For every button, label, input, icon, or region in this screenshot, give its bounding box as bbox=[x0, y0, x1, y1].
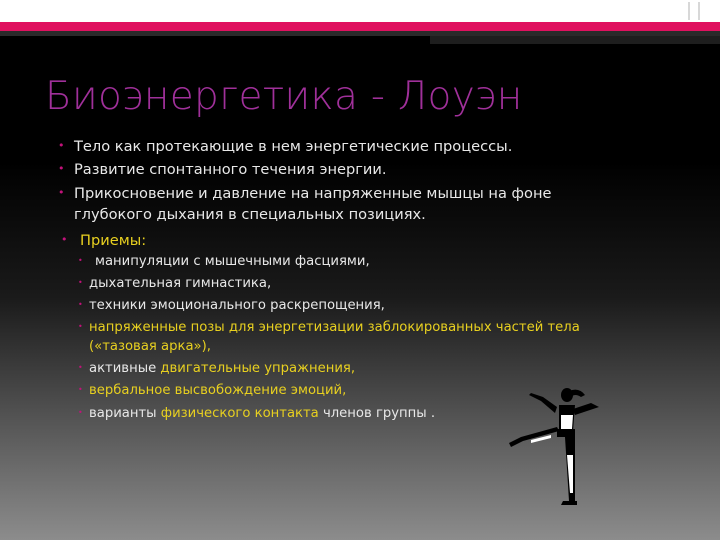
technique-text: техники эмоционального раскрепощения, bbox=[89, 298, 385, 313]
bullet-dot: • bbox=[78, 278, 83, 287]
bullet-dot: • bbox=[78, 363, 83, 372]
bullet-dot: • bbox=[58, 162, 65, 175]
bullet-text: Развитие спонтанного течения энергии. bbox=[74, 161, 387, 178]
bullet-text-continuation: глубокого дыхания в специальных позициях. bbox=[74, 206, 426, 223]
technique-text: членов группы . bbox=[318, 406, 436, 421]
technique-text: напряженные позы для энергетизации заблокированных частей тела bbox=[89, 320, 580, 335]
techniques-header bbox=[61, 232, 147, 249]
technique-text: варианты bbox=[89, 406, 161, 421]
bullet-text: Тело как протекающие в нем энергетические процессы. bbox=[74, 138, 513, 155]
slide-title: Биоэнергетика - Лоуэн bbox=[45, 74, 523, 119]
technique-text-continuation: («тазовая арка»), bbox=[89, 339, 211, 354]
bullet-text: Прикосновение и давление на напряженные мышцы на фоне bbox=[74, 185, 552, 202]
technique-item bbox=[78, 383, 347, 398]
bullet-dot: • bbox=[58, 139, 65, 152]
technique-text: манипуляции с мышечными фасциями, bbox=[95, 254, 370, 269]
technique-item bbox=[78, 276, 272, 291]
technique-item bbox=[78, 320, 580, 335]
technique-text: дыхательная гимнастика, bbox=[89, 276, 272, 291]
technique-text: активные bbox=[89, 361, 161, 376]
techniques-header-text: Приемы: bbox=[80, 232, 147, 249]
bullet-dot: • bbox=[78, 385, 83, 394]
technique-item bbox=[78, 298, 385, 313]
bullet-dot: • bbox=[78, 256, 83, 265]
bullet-dot: • bbox=[78, 322, 83, 331]
bullet-dot: • bbox=[78, 408, 83, 417]
technique-item bbox=[78, 254, 370, 269]
bullet-dot: • bbox=[78, 300, 83, 309]
dancer-silhouette-icon bbox=[495, 385, 625, 510]
technique-item bbox=[78, 361, 356, 376]
technique-highlight: двигательные упражнения, bbox=[160, 361, 356, 376]
technique-highlight: физического контакта bbox=[160, 406, 319, 421]
technique-text: вербальное высвобождение эмоций, bbox=[89, 383, 347, 398]
technique-item bbox=[78, 406, 436, 421]
bullet-item bbox=[58, 185, 552, 202]
bullet-item bbox=[58, 161, 387, 178]
bullet-dot: • bbox=[61, 233, 68, 246]
bullet-item bbox=[58, 138, 513, 155]
bullet-dot: • bbox=[58, 186, 65, 199]
